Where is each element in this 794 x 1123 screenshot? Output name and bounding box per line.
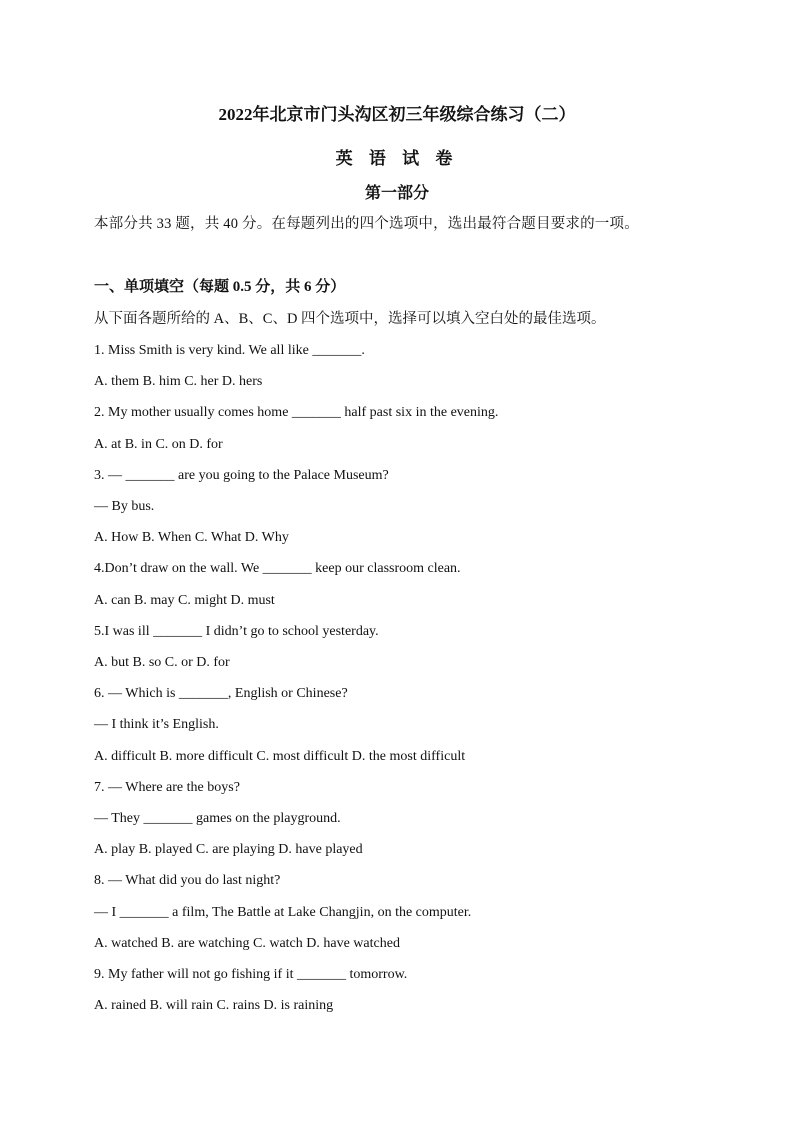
question-4: 4.Don’t draw on the wall. We _______ keep our classroom clean. (94, 561, 461, 576)
question-1-options: A. them B. him C. her D. hers (94, 374, 263, 389)
question-7: 7. — Where are the boys? (94, 780, 240, 795)
question-8: 8. — What did you do last night? (94, 873, 281, 888)
exam-subject: 英 语 试 卷 (335, 149, 459, 168)
question-4-options: A. can B. may C. might D. must (94, 593, 275, 608)
part-intro: 本部分共 33 题，共 40 分。在每题列出的四个选项中，选出最符合题目要求的一项。 (94, 216, 639, 232)
question-6-response: — I think it’s English. (94, 717, 219, 732)
part-heading: 第一部分 (364, 185, 429, 202)
question-8-options: A. watched B. are watching C. watch D. have watched (94, 936, 400, 951)
question-6: 6. — Which is _______, English or Chinese? (94, 686, 348, 701)
question-5-options: A. but B. so C. or D. for (94, 655, 230, 670)
question-9-options: A. rained B. will rain C. rains D. is raining (94, 998, 334, 1013)
question-2-options: A. at B. in C. on D. for (94, 437, 223, 452)
question-3: 3. — _______ are you going to the Palace Museum? (94, 468, 389, 483)
question-7-response: — They _______ games on the playground. (94, 811, 341, 826)
question-1: 1. Miss Smith is very kind. We all like _______. (94, 343, 365, 358)
question-9: 9. My father will not go fishing if it _______ tomorrow. (94, 967, 408, 982)
question-5: 5.I was ill _______ I didn’t go to school yesterday. (94, 624, 379, 639)
question-3-response: — By bus. (94, 499, 155, 514)
question-2: 2. My mother usually comes home _______ half past six in the evening. (94, 405, 499, 420)
section-instruction: 从下面各题所给的 A、B、C、D 四个选项中，选择可以填入空白处的最佳选项。 (94, 311, 606, 327)
question-7-options: A. play B. played C. are playing D. have played (94, 842, 363, 857)
section-heading: 一、单项填空（每题 0.5 分，共 6 分） (94, 279, 346, 295)
question-6-options: A. difficult B. more difficult C. most difficult D. the most difficult (94, 749, 466, 764)
question-8-response: — I _______ a film, The Battle at Lake Changjin, on the computer. (94, 905, 472, 920)
question-3-options: A. How B. When C. What D. Why (94, 530, 289, 545)
exam-title: 2022年北京市门头沟区初三年级综合练习（二） (218, 105, 576, 124)
